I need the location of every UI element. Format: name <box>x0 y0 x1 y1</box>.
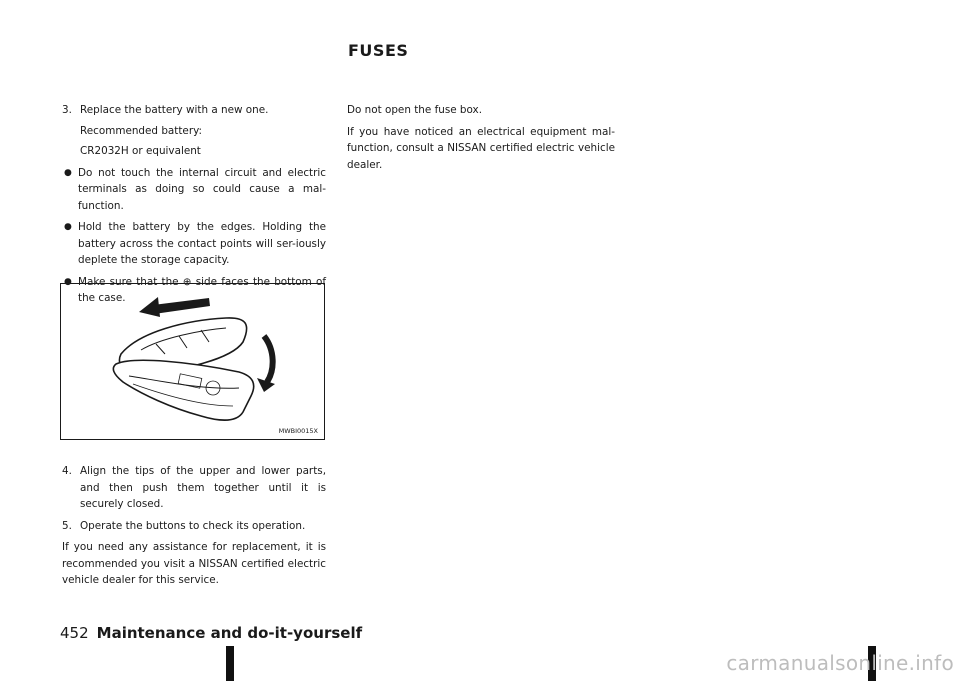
step-5 <box>62 518 326 535</box>
bullet-icon: ● <box>64 167 72 178</box>
step-number: 5. <box>62 519 72 532</box>
right-column <box>347 102 615 173</box>
bullet-text: Do not touch the internal circuit and electric terminals as doing so could cause a mal-function. <box>78 166 326 212</box>
bullet-item <box>62 165 326 215</box>
bullet-text: Make sure that the ⊕ side faces the bottom of the case. <box>78 275 326 304</box>
recommended-battery-label: Recommended battery: <box>80 124 202 137</box>
left-column <box>62 102 326 307</box>
left-column-lower <box>62 463 326 589</box>
step-3 <box>62 102 326 119</box>
page-footer <box>60 624 362 642</box>
lower-case <box>113 360 253 420</box>
slide-arrow-icon <box>153 298 210 314</box>
arrow-head-icon <box>139 297 160 317</box>
step-number: 3. <box>62 104 72 116</box>
assistance-paragraph: If you need any assistance for replacement, it is recommended you visit a NISSAN certified electric vehicle dealer for this service. <box>62 541 326 586</box>
fuse-warning: Do not open the fuse box. <box>347 104 483 116</box>
step-4 <box>62 463 326 513</box>
step-text: Align the tips of the upper and lower parts, and then push them together until it is securely closed. <box>80 465 326 510</box>
page-number: 452 <box>60 624 89 642</box>
step-number: 4. <box>62 465 72 477</box>
chapter-title: Maintenance and do-it-yourself <box>96 624 363 642</box>
rotate-arrow-icon <box>264 336 273 382</box>
fuse-paragraph: If you have noticed an electrical equipment mal-function, consult a NISSAN certified electric vehicle dealer. <box>347 125 615 171</box>
bullet-icon: ● <box>64 276 72 287</box>
bullet-text: Hold the battery by the edges. Holding the battery across the contact points will ser-iously deplete the storage capacity. <box>78 221 326 266</box>
watermark: carmanualsonline.info <box>726 651 954 675</box>
bullet-item <box>62 219 326 269</box>
key-fob-illustration <box>61 284 324 439</box>
section-title: FUSES <box>348 41 409 60</box>
key-fob-figure <box>60 283 325 440</box>
recommended-battery-value: CR2032H or equivalent <box>80 145 201 157</box>
step-text: Operate the buttons to check its operation. <box>80 519 306 532</box>
step-text: Replace the battery with a new one. <box>80 104 269 116</box>
figure-code: MWBI0015X <box>278 427 318 435</box>
bullet-icon: ● <box>64 222 72 232</box>
crop-mark <box>226 646 234 681</box>
